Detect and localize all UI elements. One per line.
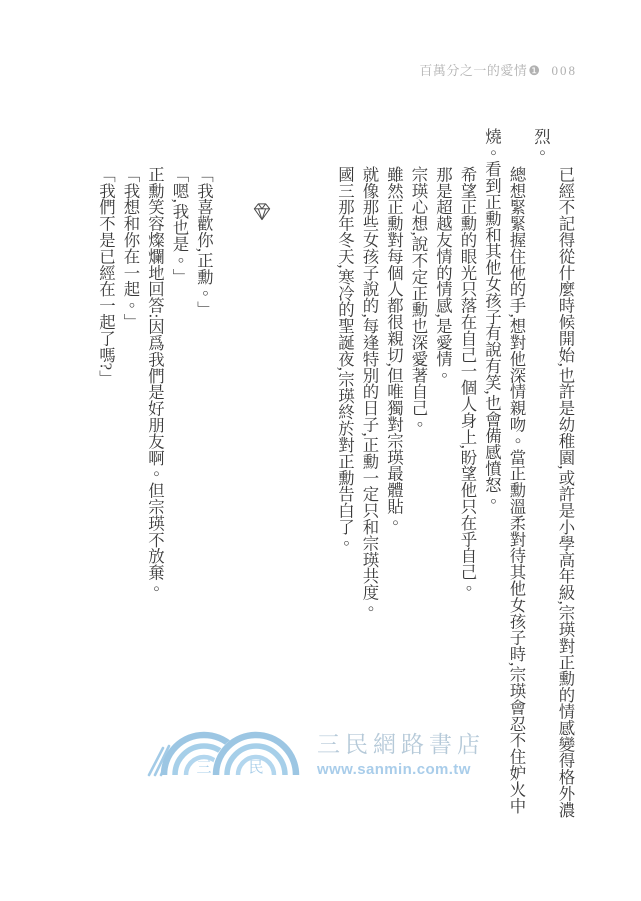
watermark — [317, 726, 485, 778]
volume-one-badge-icon: ❶ — [528, 63, 541, 78]
paragraph: 正勳笑容燦爛地回答:因爲我們是好朋友啊。但宗瑛不放棄。 — [145, 165, 165, 597]
logo-char-min: 民 — [248, 760, 264, 776]
gem-icon — [253, 202, 271, 221]
paragraph: 雖然正勳對每個人都很親切,但唯獨對宗瑛最體貼。 — [384, 165, 404, 531]
paragraph: 「嗯,我也是。」 — [170, 165, 189, 285]
page-number: 008 — [551, 63, 577, 78]
paragraph: 國三那年冬天,寒冷的聖誕夜,宗瑛終於對正勳告白了。 — [335, 165, 355, 552]
running-header — [419, 60, 577, 79]
book-title: 百萬分之一的愛情 — [419, 63, 528, 78]
paragraph: 就像那些女孩子說的,每逢特別的日子,正勳一定只和宗瑛共度。 — [360, 165, 379, 617]
watermark-site-name: 三民網路書店 — [317, 732, 485, 757]
paragraph: 「我喜歡你,正勳。」 — [194, 165, 214, 318]
paragraph: 「我們不是已經在一起了嗎?」 — [96, 165, 116, 387]
logo-char-san: 三 — [196, 760, 212, 776]
paragraph: 希望正勳的眼光只落在自己一個人身上,盼望他只在乎自己。 — [458, 165, 477, 597]
paragraph: 那是超越友情的情感,是愛情。 — [433, 165, 453, 384]
paragraph: 「我想和你在一起。」 — [121, 165, 140, 330]
paragraph: 總想緊緊握住他的手,想對他深情親吻。當正勳溫柔對待其他女孩子時,宗瑛會忍不住妒火中燒。看到正勳和其他女孩子有說有笑,也會備感憤怒。 — [482, 128, 526, 814]
paragraph: 已經不記得從什麼時候開始,也許是幼稚園,或許是小學高年級,宗瑛對正勳的情感變得格外濃烈。 — [531, 128, 575, 818]
watermark-site-url: www.sanmin.com.tw — [317, 761, 471, 778]
paragraph: 宗瑛心想,說不定正勳也深愛著自己。 — [409, 165, 428, 433]
sanmin-rainbow-logo-icon — [146, 721, 306, 777]
